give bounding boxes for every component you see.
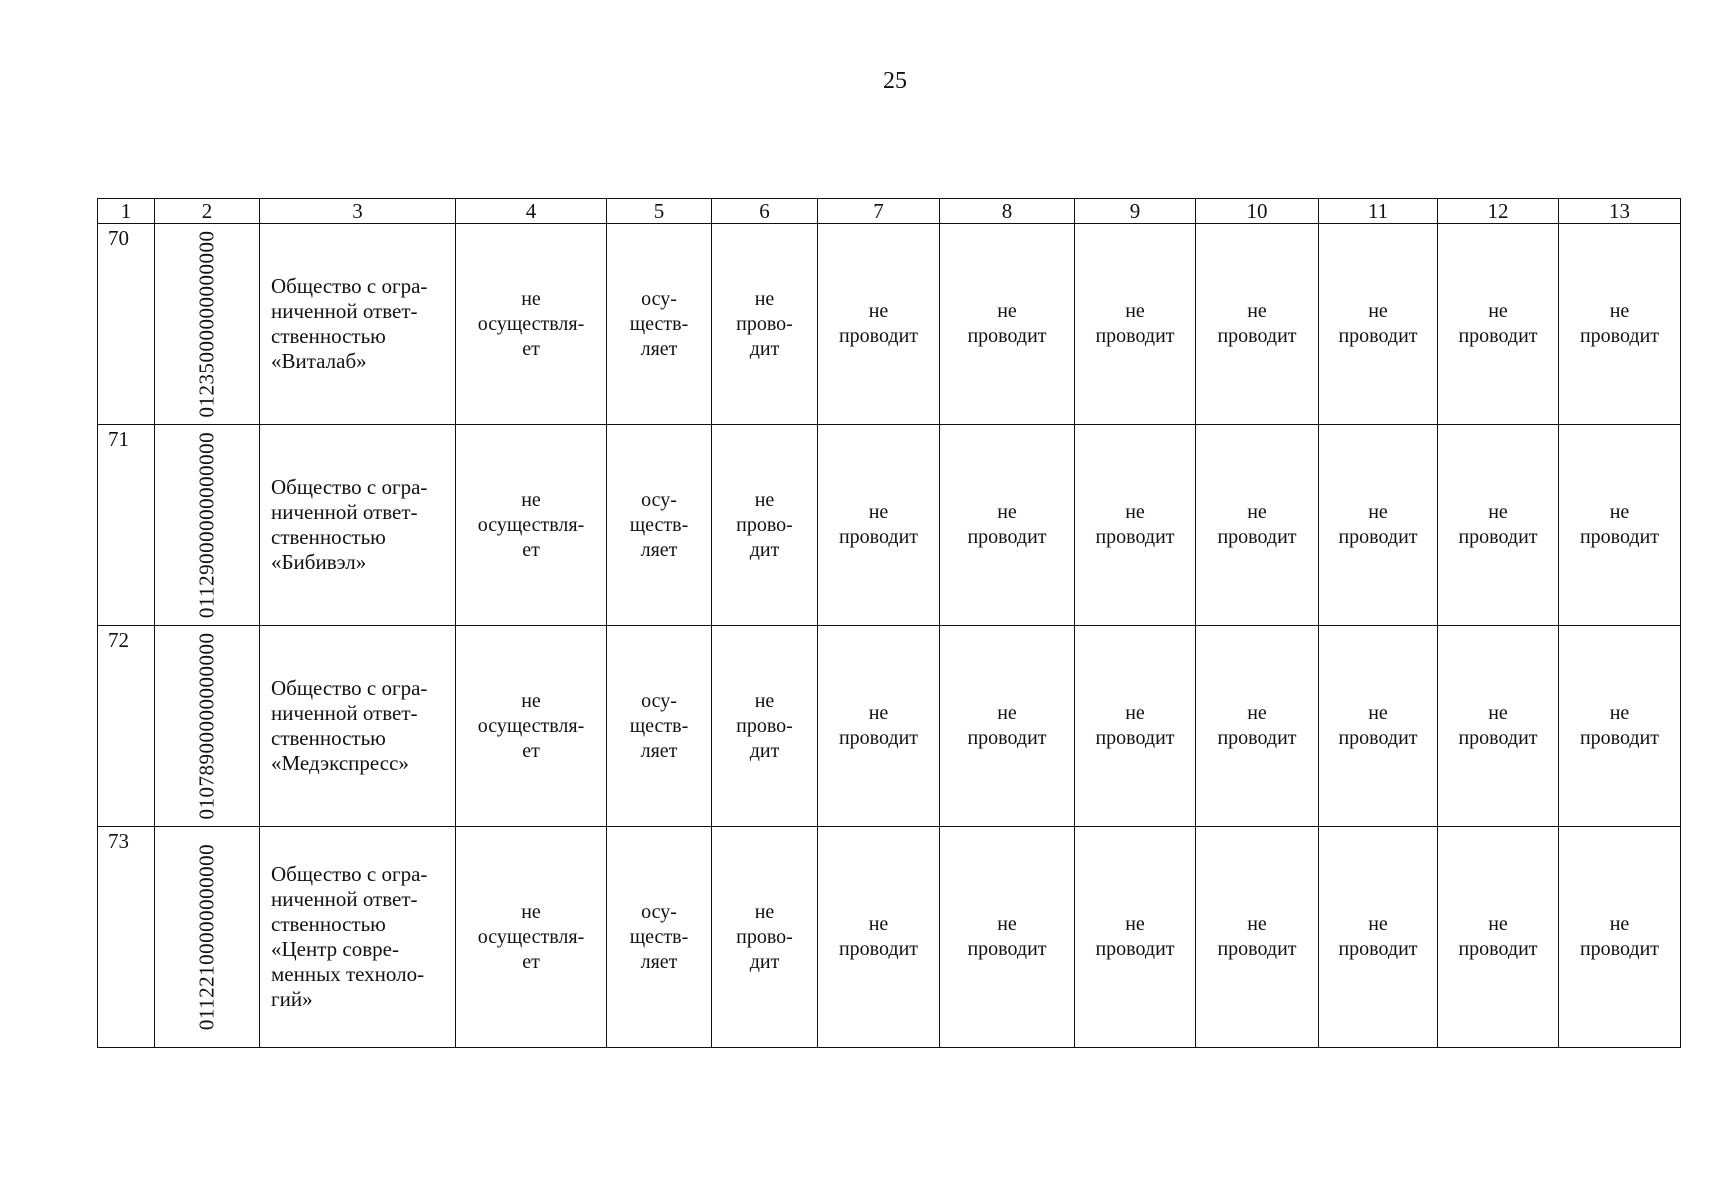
status-line: осу- <box>641 287 677 310</box>
status-cell-13 <box>1559 224 1681 425</box>
row-code: 01235000000000000 <box>194 230 219 418</box>
organization-name-line: Общество с огра- <box>271 862 428 886</box>
status-cell-6 <box>712 626 818 827</box>
organization-name-line: Общество с огра- <box>271 475 428 499</box>
status-line: проводит <box>838 526 919 548</box>
status-line: не <box>1125 702 1145 724</box>
status-cell-7 <box>818 827 940 1048</box>
status-line: не <box>1488 501 1508 523</box>
status-line: проводит <box>1095 727 1175 749</box>
status-line: не <box>1247 702 1267 724</box>
table-row <box>98 224 1681 425</box>
organization-name-line: ственностью <box>271 324 386 348</box>
status-line: осуществля- <box>477 513 585 536</box>
status-line: не <box>997 702 1017 724</box>
row-number: 71 <box>108 427 129 451</box>
status-line: не <box>521 287 541 310</box>
status-line: осу- <box>641 488 677 511</box>
status-line: не <box>1247 913 1267 935</box>
organization-name-line: Общество с огра- <box>271 676 428 700</box>
status-line: ляет <box>640 739 678 762</box>
status-line: проводит <box>1458 325 1538 347</box>
status-line: проводит <box>838 938 919 960</box>
organization-name-line: ственностью <box>271 525 386 549</box>
header-cell: 7 <box>818 199 940 224</box>
status-cell-11 <box>1319 425 1438 626</box>
status-line: прово- <box>736 714 793 737</box>
status-line: не <box>1368 300 1388 322</box>
status-cell-4 <box>456 224 607 425</box>
header-cell: 8 <box>940 199 1075 224</box>
status-line: ляет <box>640 337 678 360</box>
table-row <box>98 626 1681 827</box>
status-line: не <box>521 689 541 712</box>
header-cell: 11 <box>1319 199 1438 224</box>
status-line: не <box>1368 501 1388 523</box>
status-line: ляет <box>640 950 678 973</box>
status-cell-12 <box>1438 425 1559 626</box>
status-line: не <box>1609 300 1630 322</box>
row-number: 70 <box>108 226 129 250</box>
status-line: осуществля- <box>477 312 585 335</box>
status-line: не <box>754 287 775 310</box>
table-row <box>98 827 1681 1048</box>
status-cell-7 <box>818 425 940 626</box>
status-line: не <box>1247 501 1267 523</box>
status-cell-10 <box>1196 626 1319 827</box>
row-number-cell <box>98 224 155 425</box>
status-line: прово- <box>736 925 793 948</box>
status-line: ет <box>522 739 540 762</box>
header-row <box>98 199 1681 224</box>
registry-table <box>97 198 1681 1048</box>
status-line: прово- <box>736 513 793 536</box>
status-line: проводит <box>1095 526 1175 548</box>
status-cell-7 <box>818 224 940 425</box>
status-line: осу- <box>641 689 677 712</box>
status-line: проводит <box>1579 938 1660 960</box>
status-line: не <box>1125 913 1145 935</box>
status-line: проводит <box>1217 938 1297 960</box>
organization-name-line: ниченной ответ- <box>271 500 418 524</box>
organization-name-cell <box>260 827 456 1048</box>
status-cell-12 <box>1438 827 1559 1048</box>
status-line: не <box>997 300 1017 322</box>
status-line: не <box>754 689 775 712</box>
status-line: проводит <box>967 325 1047 347</box>
organization-name-line: ниченной ответ- <box>271 299 418 323</box>
status-cell-4 <box>456 827 607 1048</box>
row-number: 72 <box>108 628 129 652</box>
status-line: не <box>1609 913 1630 935</box>
status-cell-5 <box>607 626 712 827</box>
status-line: не <box>868 913 889 935</box>
status-cell-7 <box>818 626 940 827</box>
status-line: дит <box>749 950 780 973</box>
status-cell-12 <box>1438 224 1559 425</box>
organization-name-line: гий» <box>271 987 313 1011</box>
header-cell: 5 <box>607 199 712 224</box>
header-cell: 9 <box>1075 199 1196 224</box>
header-cell: 4 <box>456 199 607 224</box>
status-line: не <box>1609 702 1630 724</box>
status-line: не <box>1125 501 1145 523</box>
code-cell <box>155 224 260 425</box>
row-code: 01122100000000000 <box>194 843 219 1031</box>
status-line: проводит <box>1338 526 1418 548</box>
status-line: не <box>1247 300 1267 322</box>
header-cell: 2 <box>155 199 260 224</box>
status-line: ляет <box>640 538 678 561</box>
status-line: ет <box>522 337 540 360</box>
status-cell-6 <box>712 224 818 425</box>
status-cell-9 <box>1075 626 1196 827</box>
organization-name-line: Общество с огра- <box>271 274 428 298</box>
status-cell-6 <box>712 425 818 626</box>
status-cell-13 <box>1559 425 1681 626</box>
row-code: 01078900000000000 <box>194 632 219 820</box>
organization-name-line: «Центр совре- <box>271 937 399 961</box>
status-cell-12 <box>1438 626 1559 827</box>
status-cell-5 <box>607 425 712 626</box>
row-number-cell <box>98 425 155 626</box>
header-cell: 10 <box>1196 199 1319 224</box>
organization-name-line: ственностью <box>271 726 386 750</box>
status-line: проводит <box>1217 526 1297 548</box>
organization-name-cell <box>260 626 456 827</box>
status-line: ществ- <box>629 925 689 948</box>
status-line: осу- <box>641 900 677 923</box>
status-line: не <box>1488 702 1508 724</box>
status-cell-10 <box>1196 224 1319 425</box>
status-cell-13 <box>1559 626 1681 827</box>
header-cell: 13 <box>1559 199 1681 224</box>
status-line: проводит <box>1579 727 1660 749</box>
status-line: проводит <box>1579 325 1660 347</box>
organization-name-cell <box>260 224 456 425</box>
status-line: проводит <box>1338 727 1418 749</box>
status-line: ет <box>522 950 540 973</box>
status-cell-11 <box>1319 224 1438 425</box>
status-line: не <box>1368 913 1388 935</box>
header-cell: 12 <box>1438 199 1559 224</box>
status-line: дит <box>749 337 780 360</box>
status-cell-11 <box>1319 827 1438 1048</box>
status-line: не <box>1368 702 1388 724</box>
status-cell-9 <box>1075 224 1196 425</box>
organization-name-line: «Виталаб» <box>271 349 367 373</box>
status-line: проводит <box>1458 727 1538 749</box>
organization-name-line: ниченной ответ- <box>271 887 418 911</box>
code-cell <box>155 827 260 1048</box>
status-line: не <box>754 900 775 923</box>
status-line: прово- <box>736 312 793 335</box>
status-line: проводит <box>1458 938 1538 960</box>
status-line: ществ- <box>629 513 689 536</box>
page-number: 25 <box>883 68 907 94</box>
status-line: не <box>1488 300 1508 322</box>
status-line: проводит <box>1217 325 1297 347</box>
header-cell: 3 <box>260 199 456 224</box>
status-cell-13 <box>1559 827 1681 1048</box>
row-number: 73 <box>108 829 129 853</box>
organization-name-line: ниченной ответ- <box>271 701 418 725</box>
header-cell: 6 <box>712 199 818 224</box>
status-line: проводит <box>1095 938 1175 960</box>
status-line: проводит <box>1579 526 1660 548</box>
status-cell-11 <box>1319 626 1438 827</box>
status-line: не <box>997 501 1017 523</box>
status-line: ществ- <box>629 714 689 737</box>
status-line: не <box>1609 501 1630 523</box>
code-cell <box>155 425 260 626</box>
status-line: не <box>997 913 1017 935</box>
status-line: дит <box>749 739 780 762</box>
status-line: дит <box>749 538 780 561</box>
organization-name-line: менных техноло- <box>271 962 425 986</box>
header-cell: 1 <box>98 199 155 224</box>
status-cell-5 <box>607 224 712 425</box>
status-line: осуществля- <box>477 925 585 948</box>
status-cell-8 <box>940 224 1075 425</box>
status-line: не <box>521 488 541 511</box>
status-line: проводит <box>838 325 919 347</box>
organization-name-line: ственностью <box>271 912 386 936</box>
table-row <box>98 425 1681 626</box>
row-number-cell <box>98 827 155 1048</box>
status-line: проводит <box>1458 526 1538 548</box>
status-cell-4 <box>456 425 607 626</box>
status-cell-8 <box>940 425 1075 626</box>
status-line: не <box>868 702 889 724</box>
status-line: проводит <box>967 727 1047 749</box>
organization-name-line: «Бибивэл» <box>271 550 367 574</box>
status-line: проводит <box>967 526 1047 548</box>
status-cell-9 <box>1075 827 1196 1048</box>
row-number-cell <box>98 626 155 827</box>
status-line: проводит <box>838 727 919 749</box>
status-line: проводит <box>967 938 1047 960</box>
status-cell-10 <box>1196 827 1319 1048</box>
status-line: ществ- <box>629 312 689 335</box>
status-line: не <box>1125 300 1145 322</box>
organization-name-cell <box>260 425 456 626</box>
status-cell-5 <box>607 827 712 1048</box>
status-line: проводит <box>1338 938 1418 960</box>
status-cell-8 <box>940 827 1075 1048</box>
status-cell-6 <box>712 827 818 1048</box>
status-line: проводит <box>1338 325 1418 347</box>
status-line: не <box>754 488 775 511</box>
status-line: осуществля- <box>477 714 585 737</box>
status-line: проводит <box>1217 727 1297 749</box>
organization-name-line: «Медэкспресс» <box>271 751 409 775</box>
status-line: не <box>868 501 889 523</box>
row-code: 01129000000000000 <box>194 431 219 619</box>
status-line: ет <box>522 538 540 561</box>
status-line: не <box>1488 913 1508 935</box>
status-cell-10 <box>1196 425 1319 626</box>
status-cell-9 <box>1075 425 1196 626</box>
code-cell <box>155 626 260 827</box>
status-cell-8 <box>940 626 1075 827</box>
status-cell-4 <box>456 626 607 827</box>
status-line: проводит <box>1095 325 1175 347</box>
status-line: не <box>521 900 541 923</box>
status-line: не <box>868 300 889 322</box>
